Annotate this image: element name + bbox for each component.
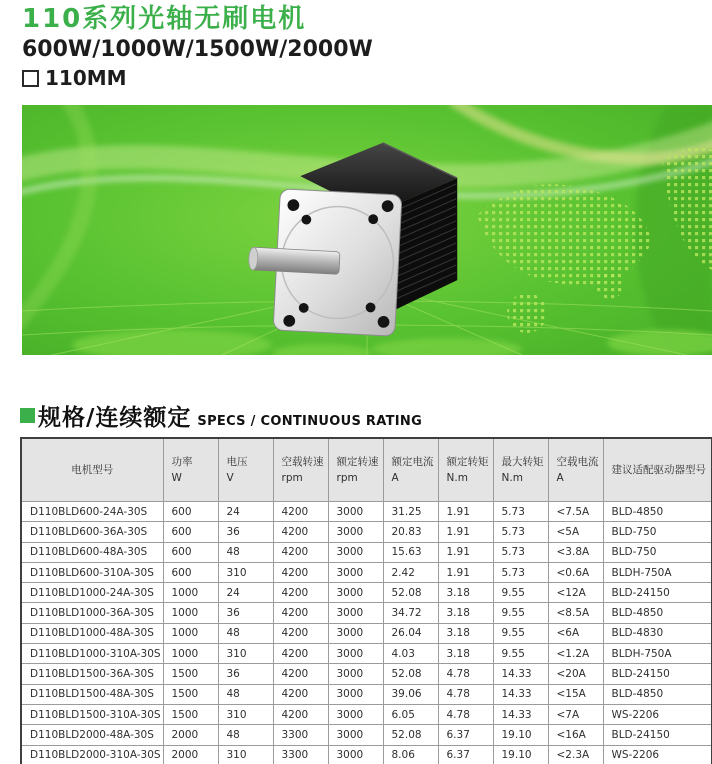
table-cell: D110BLD2000-310A-30S: [21, 745, 163, 764]
column-header-0: 电机型号: [21, 438, 163, 502]
table-cell: D110BLD600-310A-30S: [21, 562, 163, 582]
table-cell: 1000: [163, 623, 218, 643]
table-cell: 52.08: [383, 664, 438, 684]
table-cell: BLDH-750A: [603, 644, 712, 664]
column-header-4: 额定转速 rpm: [328, 438, 383, 502]
table-cell: 14.33: [493, 704, 548, 724]
table-cell: 3000: [328, 684, 383, 704]
table-cell: D110BLD1500-36A-30S: [21, 664, 163, 684]
table-cell: 310: [218, 562, 273, 582]
table-row: [21, 623, 712, 643]
table-cell: 1.91: [438, 522, 493, 542]
table-cell: 48: [218, 684, 273, 704]
column-header-9: 建议适配驱动器型号: [603, 438, 712, 502]
table-cell: 3000: [328, 522, 383, 542]
table-cell: <6A: [548, 623, 603, 643]
table-cell: D110BLD1000-36A-30S: [21, 603, 163, 623]
specs-table-body: [21, 502, 712, 764]
column-header-3: 空载转速 rpm: [273, 438, 328, 502]
table-cell: BLDH-750A: [603, 562, 712, 582]
section-title-en: SPECS / CONTINUOUS RATING: [197, 414, 423, 429]
table-cell: 1.91: [438, 502, 493, 522]
table-cell: 1.91: [438, 542, 493, 562]
product-banner: [22, 105, 712, 355]
table-row: [21, 745, 712, 764]
table-row: [21, 542, 712, 562]
table-cell: 4200: [273, 522, 328, 542]
table-cell: <8.5A: [548, 603, 603, 623]
table-cell: 4200: [273, 603, 328, 623]
table-cell: 6.37: [438, 725, 493, 745]
table-cell: 5.73: [493, 542, 548, 562]
table-cell: 2000: [163, 725, 218, 745]
column-header-1: 功率 W: [163, 438, 218, 502]
table-cell: 6.05: [383, 704, 438, 724]
table-cell: <12A: [548, 583, 603, 603]
table-cell: 6.37: [438, 745, 493, 764]
page-header: [22, 5, 373, 90]
table-cell: 5.73: [493, 502, 548, 522]
table-cell: <15A: [548, 684, 603, 704]
table-cell: 2.42: [383, 562, 438, 582]
table-cell: 600: [163, 562, 218, 582]
table-cell: 36: [218, 603, 273, 623]
table-cell: <7A: [548, 704, 603, 724]
table-cell: 4200: [273, 623, 328, 643]
table-cell: D110BLD600-36A-30S: [21, 522, 163, 542]
table-cell: 4200: [273, 664, 328, 684]
column-header-5: 额定电流 A: [383, 438, 438, 502]
table-cell: 14.33: [493, 664, 548, 684]
table-cell: 24: [218, 583, 273, 603]
table-cell: 9.55: [493, 603, 548, 623]
square-outline-icon: [22, 70, 39, 87]
table-cell: 1500: [163, 664, 218, 684]
table-cell: 9.55: [493, 644, 548, 664]
table-cell: 600: [163, 522, 218, 542]
table-row: [21, 664, 712, 684]
column-header-2: 电压 V: [218, 438, 273, 502]
frame-size: [22, 66, 373, 90]
table-cell: 3000: [328, 562, 383, 582]
header-row: [21, 438, 712, 502]
table-row: [21, 502, 712, 522]
table-cell: 4200: [273, 562, 328, 582]
table-cell: 48: [218, 725, 273, 745]
table-cell: 20.83: [383, 522, 438, 542]
section-title-cn: 规格/连续额定: [38, 405, 192, 431]
table-cell: 4.03: [383, 644, 438, 664]
table-cell: BLD-24150: [603, 725, 712, 745]
table-cell: 310: [218, 644, 273, 664]
table-cell: <0.6A: [548, 562, 603, 582]
motor-product-image: [247, 133, 483, 341]
table-cell: 3.18: [438, 644, 493, 664]
green-square-icon: [20, 408, 35, 423]
table-cell: <5A: [548, 522, 603, 542]
table-cell: BLD-750: [603, 542, 712, 562]
table-cell: 52.08: [383, 725, 438, 745]
table-cell: 3000: [328, 542, 383, 562]
table-cell: 36: [218, 664, 273, 684]
table-cell: 4200: [273, 542, 328, 562]
table-cell: 600: [163, 502, 218, 522]
table-cell: 3.18: [438, 603, 493, 623]
table-row: [21, 644, 712, 664]
table-cell: 9.55: [493, 623, 548, 643]
table-cell: D110BLD2000-48A-30S: [21, 725, 163, 745]
table-cell: 19.10: [493, 725, 548, 745]
table-row: [21, 562, 712, 582]
table-cell: 4.78: [438, 704, 493, 724]
motor-shaft: [248, 247, 340, 274]
table-cell: BLD-750: [603, 522, 712, 542]
table-cell: 4200: [273, 644, 328, 664]
table-cell: 34.72: [383, 603, 438, 623]
table-cell: BLD-24150: [603, 664, 712, 684]
table-cell: 4200: [273, 704, 328, 724]
table-cell: D110BLD1500-310A-30S: [21, 704, 163, 724]
table-cell: 48: [218, 542, 273, 562]
table-cell: 48: [218, 623, 273, 643]
table-cell: D110BLD1000-310A-30S: [21, 644, 163, 664]
column-header-6: 额定转矩 N.m: [438, 438, 493, 502]
page-subtitle: 600W/1000W/1500W/2000W: [22, 36, 373, 62]
table-cell: 5.73: [493, 562, 548, 582]
table-cell: D110BLD1000-48A-30S: [21, 623, 163, 643]
table-cell: 24: [218, 502, 273, 522]
table-cell: <2.3A: [548, 745, 603, 764]
table-cell: 3000: [328, 745, 383, 764]
table-cell: 310: [218, 704, 273, 724]
specs-table-head: [21, 438, 712, 502]
table-cell: 3300: [273, 725, 328, 745]
page-title: 110系列光轴无刷电机: [22, 4, 307, 34]
table-cell: D110BLD1500-48A-30S: [21, 684, 163, 704]
table-cell: 1000: [163, 583, 218, 603]
table-cell: 2000: [163, 745, 218, 764]
table-cell: 15.63: [383, 542, 438, 562]
table-cell: 5.73: [493, 522, 548, 542]
specs-table: [20, 437, 712, 764]
table-cell: 3000: [328, 725, 383, 745]
table-cell: 4200: [273, 583, 328, 603]
table-cell: 1500: [163, 704, 218, 724]
table-cell: BLD-4850: [603, 684, 712, 704]
table-row: [21, 725, 712, 745]
table-cell: 1500: [163, 684, 218, 704]
table-cell: 1000: [163, 644, 218, 664]
table-cell: 9.55: [493, 583, 548, 603]
motor-flange: [247, 187, 402, 336]
table-cell: 3000: [328, 644, 383, 664]
table-cell: 3.18: [438, 623, 493, 643]
table-cell: 3000: [328, 502, 383, 522]
table-cell: 1.91: [438, 562, 493, 582]
table-row: [21, 583, 712, 603]
table-cell: 3000: [328, 583, 383, 603]
table-cell: <20A: [548, 664, 603, 684]
table-cell: BLD-24150: [603, 583, 712, 603]
frame-size-label: 110MM: [45, 66, 127, 91]
section-header: [20, 399, 422, 432]
table-cell: D110BLD1000-24A-30S: [21, 583, 163, 603]
table-cell: 8.06: [383, 745, 438, 764]
table-cell: 4200: [273, 502, 328, 522]
table-cell: 3000: [328, 664, 383, 684]
table-row: [21, 522, 712, 542]
table-cell: D110BLD600-24A-30S: [21, 502, 163, 522]
table-cell: <7.5A: [548, 502, 603, 522]
table-cell: <16A: [548, 725, 603, 745]
table-cell: WS-2206: [603, 704, 712, 724]
table-cell: 39.06: [383, 684, 438, 704]
table-cell: BLD-4850: [603, 502, 712, 522]
table-cell: 4200: [273, 684, 328, 704]
table-row: [21, 684, 712, 704]
table-cell: 3300: [273, 745, 328, 764]
table-cell: 600: [163, 542, 218, 562]
table-cell: <1.2A: [548, 644, 603, 664]
table-cell: <3.8A: [548, 542, 603, 562]
table-cell: 19.10: [493, 745, 548, 764]
table-cell: 4.78: [438, 684, 493, 704]
table-cell: 31.25: [383, 502, 438, 522]
column-header-7: 最大转矩 N.m: [493, 438, 548, 502]
table-cell: 1000: [163, 603, 218, 623]
table-cell: 4.78: [438, 664, 493, 684]
table-cell: 52.08: [383, 583, 438, 603]
table-cell: WS-2206: [603, 745, 712, 764]
table-cell: 3000: [328, 603, 383, 623]
table-cell: BLD-4830: [603, 623, 712, 643]
table-cell: D110BLD600-48A-30S: [21, 542, 163, 562]
table-cell: 3.18: [438, 583, 493, 603]
table-row: [21, 603, 712, 623]
table-cell: BLD-4850: [603, 603, 712, 623]
specs-table-wrap: [20, 437, 712, 764]
table-cell: 3000: [328, 704, 383, 724]
table-row: [21, 704, 712, 724]
table-cell: 14.33: [493, 684, 548, 704]
column-header-8: 空载电流 A: [548, 438, 603, 502]
table-cell: 3000: [328, 623, 383, 643]
table-cell: 36: [218, 522, 273, 542]
table-cell: 26.04: [383, 623, 438, 643]
table-cell: 310: [218, 745, 273, 764]
